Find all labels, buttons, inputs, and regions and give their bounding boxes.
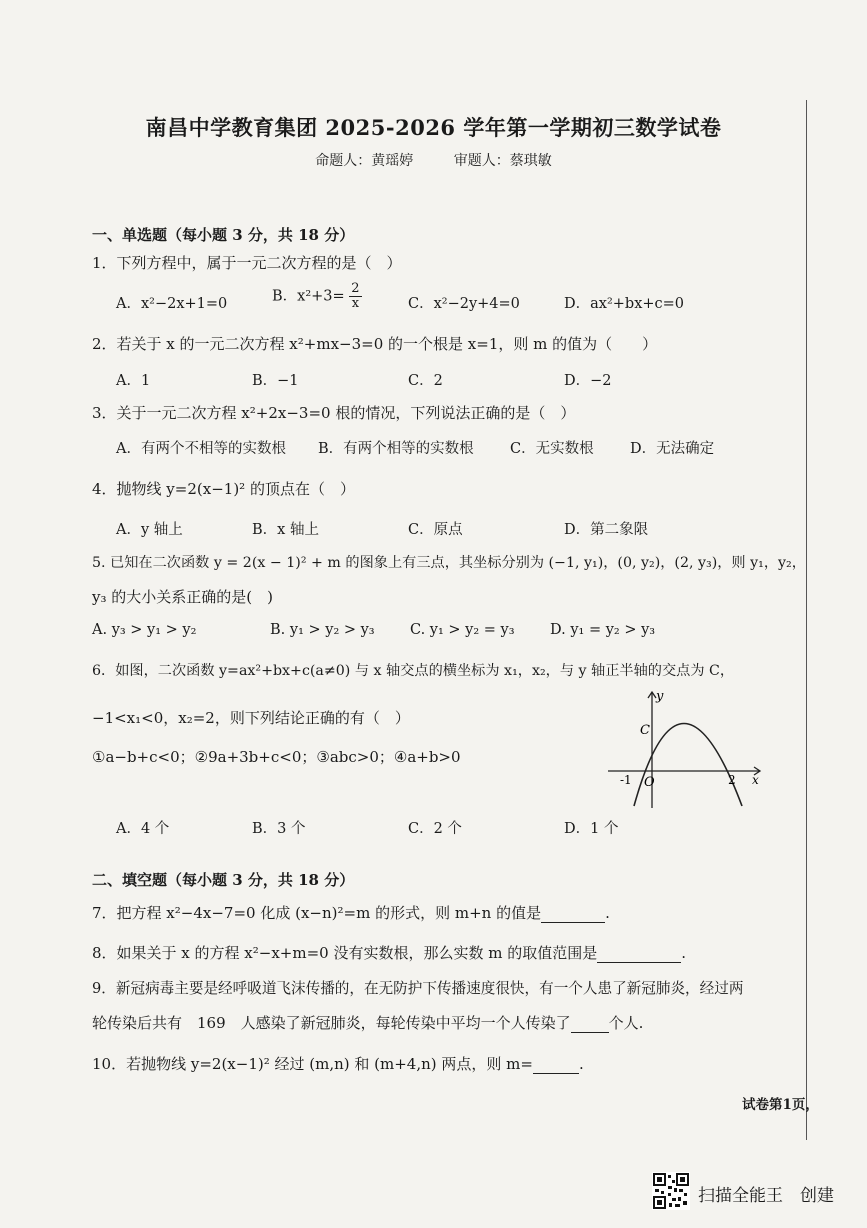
section-heading-single-choice: 一、单选题（每小题 3 分，共 18 分） xyxy=(92,226,355,244)
graph-label-2: 2 xyxy=(728,773,736,787)
q4-option-d: D．第二象限 xyxy=(564,522,649,538)
q6-option-c: C．2 个 xyxy=(408,821,462,837)
q4-option-c: C．原点 xyxy=(408,522,463,538)
fraction-numerator: 2 xyxy=(351,281,360,296)
q6-parabola-graph xyxy=(600,686,770,814)
q5-option-a: A. y₃ > y₁ > y₂ xyxy=(92,622,197,638)
q1-option-b xyxy=(272,282,362,311)
fraction-denominator: x xyxy=(351,296,360,311)
graph-label-c: C xyxy=(640,723,650,738)
page-number: 试卷第1页， xyxy=(742,1097,819,1113)
question-8 xyxy=(92,942,686,963)
q5-option-d: D. y₁ = y₂ > y₃ xyxy=(550,622,656,638)
q2-option-d: D．−2 xyxy=(564,373,612,389)
q3-option-b: B．有两个相等的实数根 xyxy=(318,441,474,457)
question-10 xyxy=(92,1053,584,1074)
question-8-stem: 8．如果关于 x 的方程 x²−x+m=0 没有实数根，那么实数 m 的取值范围是 xyxy=(92,944,598,962)
q10-answer-blank xyxy=(533,1055,579,1074)
reviewer: 审题人：蔡琪敏 xyxy=(453,153,552,169)
graph-label-origin: O xyxy=(644,775,655,790)
q7-answer-blank xyxy=(541,904,605,923)
question-9-stem-line1: 9．新冠病毒主要是经呼吸道飞沫传播的，在无防护下传播速度很快，有一个人患了新冠肺炎，经过两 xyxy=(92,980,744,997)
question-1-stem: 1．下列方程中，属于一元二次方程的是（ ） xyxy=(92,254,402,272)
exam-authors xyxy=(0,150,867,170)
q8-end: . xyxy=(681,944,687,962)
q1-option-b-fraction xyxy=(349,282,361,311)
graph-label-neg1: -1 xyxy=(620,773,632,787)
q6-option-a: A．4 个 xyxy=(116,821,170,837)
question-10-stem: 10．若抛物线 y=2(x−1)² 经过 (m,n) 和 (m+4,n) 两点，则 m= xyxy=(92,1055,533,1073)
graph-label-y: y xyxy=(656,689,664,704)
q7-end: . xyxy=(605,904,610,922)
q6-option-b: B．3 个 xyxy=(252,821,306,837)
question-6-stem-line1: 6．如图，二次函数 y=ax²+bx+c(a≠0) 与 x 轴交点的横坐标为 x₁，x₂，与 y 轴正半轴的交点为 C， xyxy=(92,663,735,679)
q10-end: . xyxy=(578,1055,584,1073)
q3-option-d: D．无法确定 xyxy=(630,441,715,457)
parabola-curve xyxy=(634,724,742,807)
q4-option-b: B．x 轴上 xyxy=(252,522,319,538)
question-6-conclusions: ①a−b+c<0；②9a+3b+c<0；③abc>0；④a+b>0 xyxy=(92,748,461,766)
question-3-stem: 3．关于一元二次方程 x²+2x−3=0 根的情况，下列说法正确的是（ ） xyxy=(92,404,576,422)
page-fold-line xyxy=(806,100,807,1140)
q6-option-d: D．1 个 xyxy=(564,821,619,837)
q1-option-c: C．x²−2y+4=0 xyxy=(408,296,520,312)
question-9-stem-line2: 轮传染后共有 169 人感染了新冠肺炎，每轮传染中平均一个人传染了 xyxy=(92,1014,571,1032)
q3-option-a: A．有两个不相等的实数根 xyxy=(116,441,286,457)
question-2-stem: 2．若关于 x 的一元二次方程 x²+mx−3=0 的一个根是 x=1，则 m 的值为（ ） xyxy=(92,335,658,353)
q8-answer-blank xyxy=(597,944,681,963)
q2-option-b: B．−1 xyxy=(252,373,299,389)
q5-option-c: C. y₁ > y₂ = y₃ xyxy=(410,622,515,638)
section-heading-fill-in: 二、填空题（每小题 3 分，共 18 分） xyxy=(92,871,355,889)
author: 命题人：黄瑶婷 xyxy=(315,153,414,169)
q1-option-d: D．ax²+bx+c=0 xyxy=(564,296,685,312)
q1-option-b-prefix: B．x²+3= xyxy=(272,288,345,305)
q3-option-c: C．无实数根 xyxy=(510,441,594,457)
qr-code-icon xyxy=(652,1172,690,1210)
question-9-line2 xyxy=(92,1012,643,1033)
q1-option-a: A．x²−2x+1=0 xyxy=(116,296,228,312)
q2-option-c: C．2 xyxy=(408,373,443,389)
question-7 xyxy=(92,902,610,923)
q2-option-a: A．1 xyxy=(116,373,151,389)
q5-option-b: B. y₁ > y₂ > y₃ xyxy=(270,622,375,638)
question-6-stem-line2: −1<x₁<0，x₂=2，则下列结论正确的有（ ） xyxy=(92,709,410,727)
q4-option-a: A．y 轴上 xyxy=(116,522,183,538)
q9-end: 个人. xyxy=(608,1014,644,1032)
question-7-stem: 7．把方程 x²−4x−7=0 化成 (x−n)²=m 的形式，则 m+n 的值是 xyxy=(92,904,542,922)
question-4-stem: 4．抛物线 y=2(x−1)² 的顶点在（ ） xyxy=(92,480,355,498)
graph-label-x: x xyxy=(752,773,759,787)
exam-title: 南昌中学教育集团 2025-2026 学年第一学期初三数学试卷 xyxy=(145,115,722,140)
scanner-brand-watermark: 扫描全能王 创建 xyxy=(698,1186,834,1206)
q9-answer-blank xyxy=(571,1014,609,1033)
question-5-stem-line2: y₃ 的大小关系正确的是( ) xyxy=(92,588,273,606)
question-5-stem-line1: 5. 已知在二次函数 y = 2(x − 1)² + m 的图象上有三点，其坐标分别为 (−1, y₁)，(0, y₂)，(2, y₃)，则 y₁，y₂， xyxy=(92,555,806,571)
